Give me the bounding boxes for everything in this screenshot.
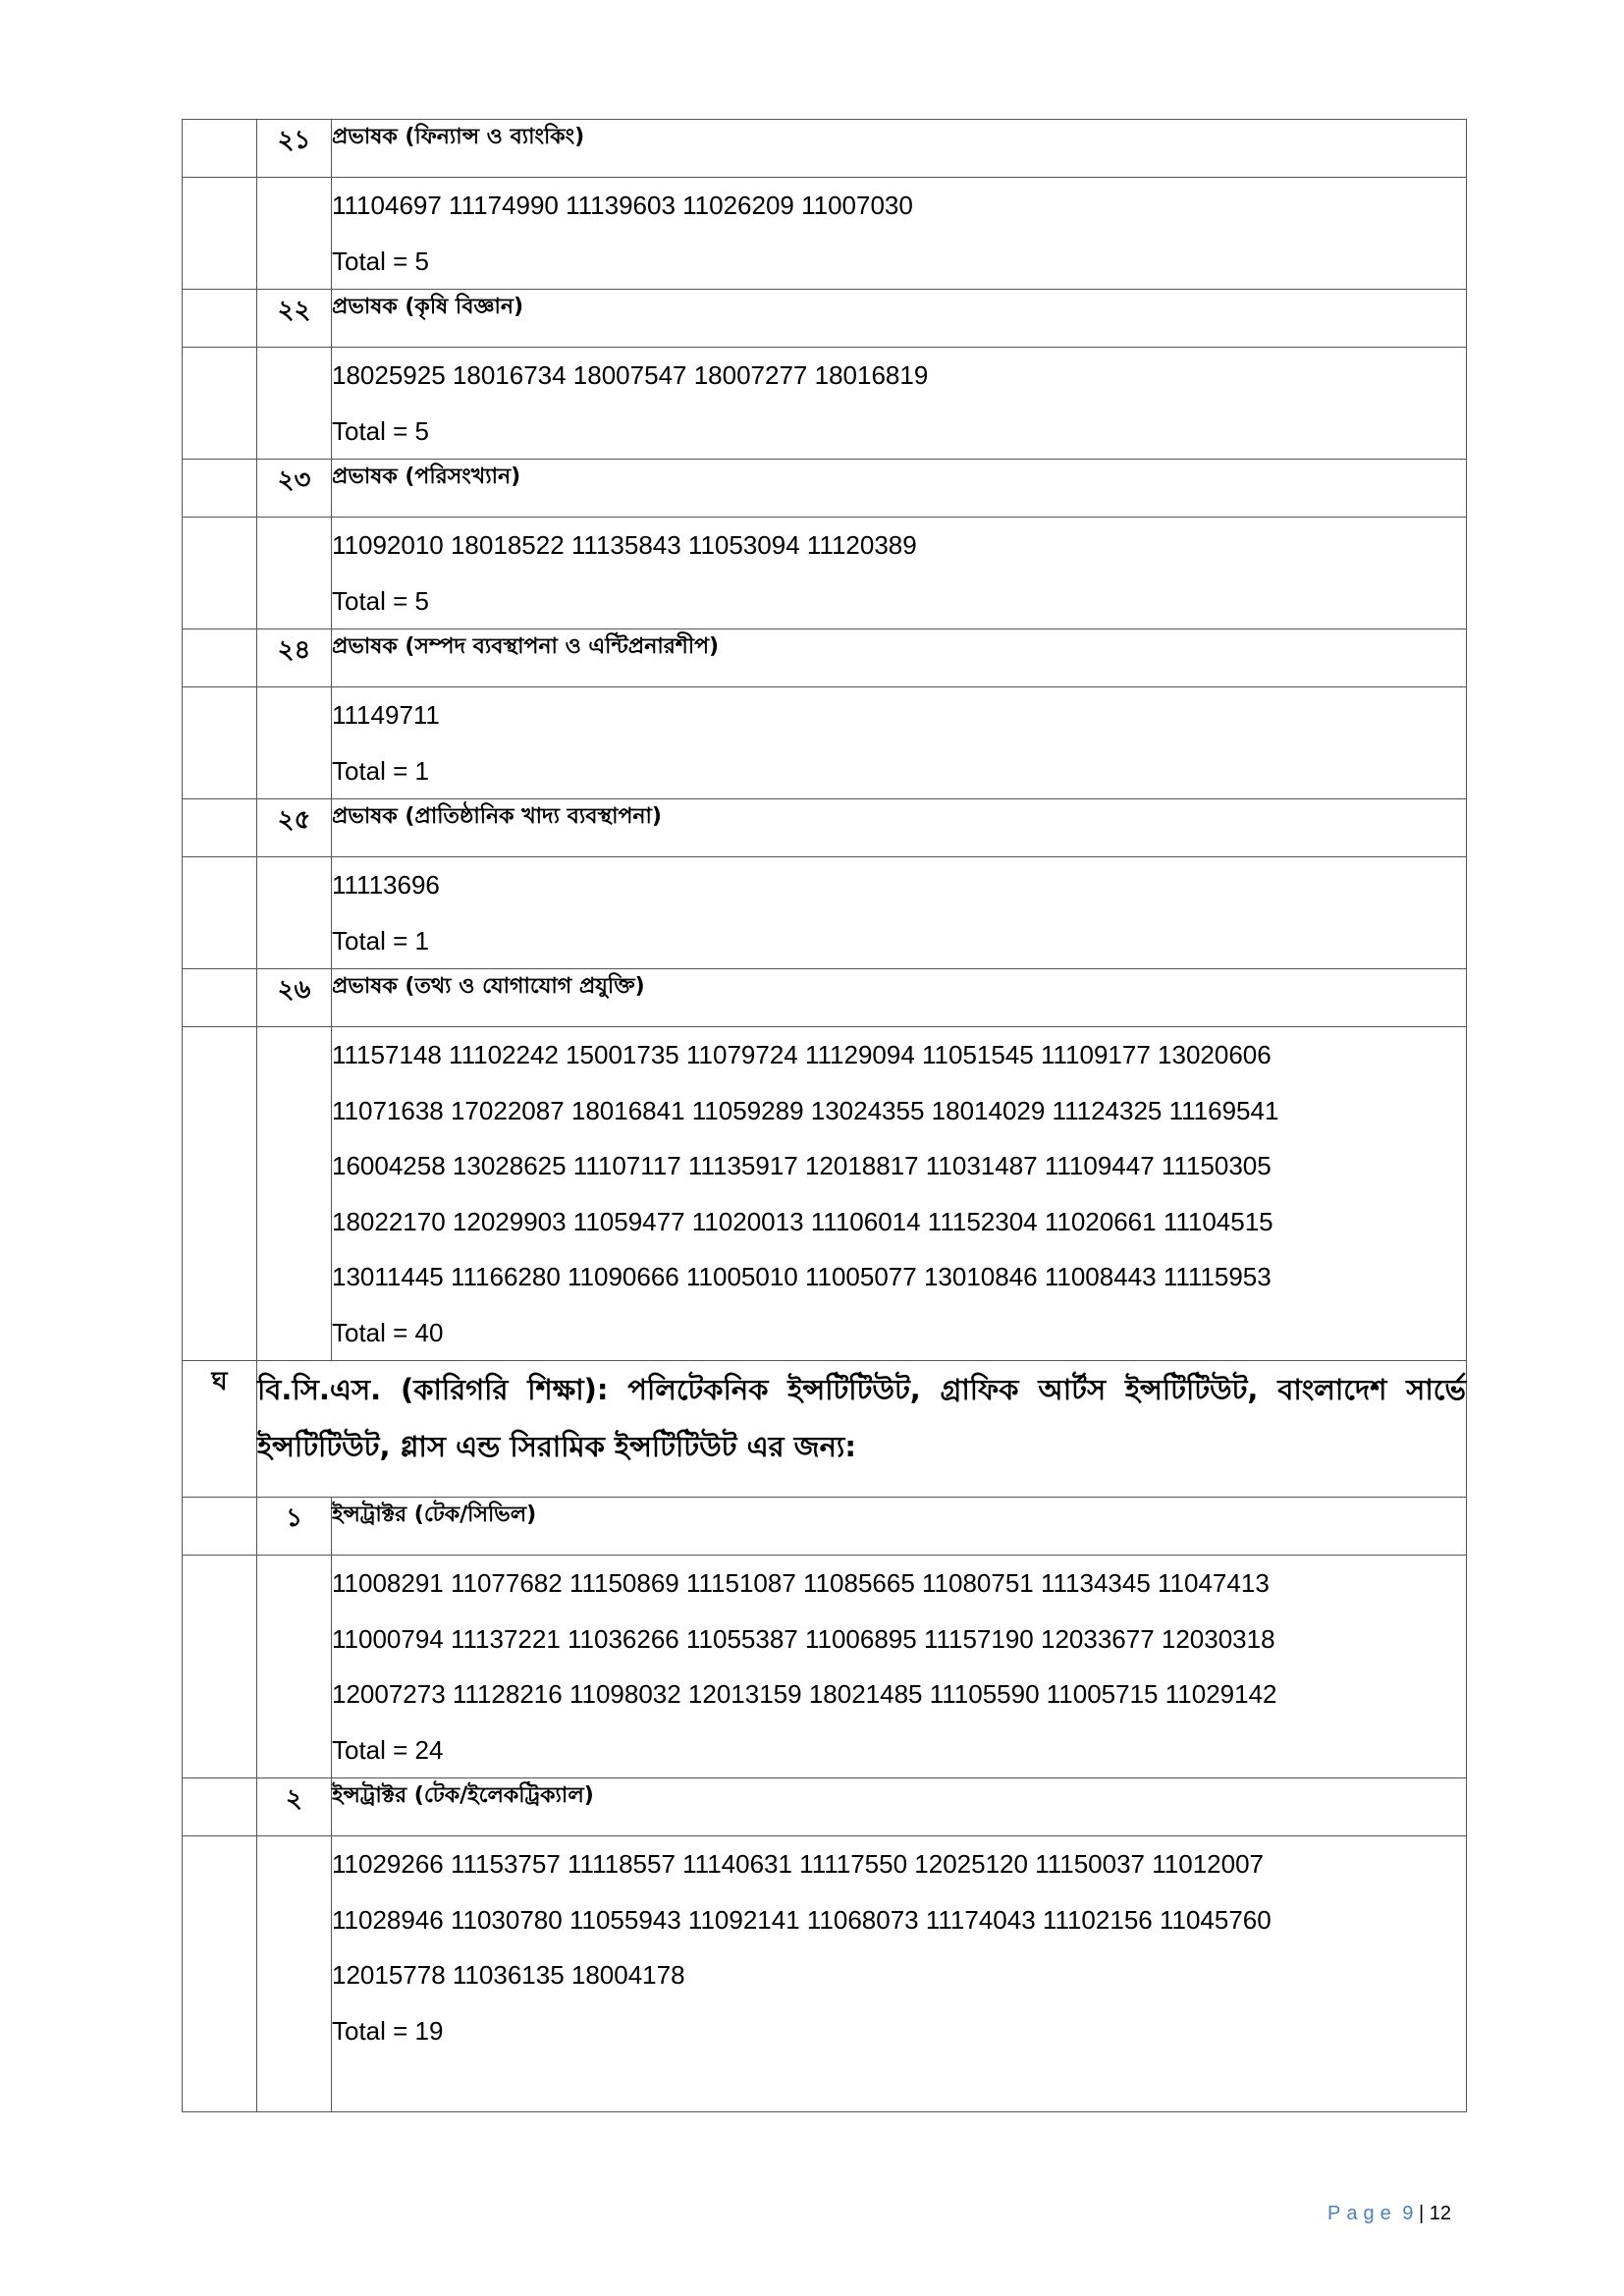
roll-list: [332, 1027, 1467, 1361]
roll-line: 11028946 11030780 11055943 11092141 11068073 11174043 11102156 11045760: [332, 1904, 1272, 1935]
post-title: ইন্সট্রাক্টর (টেক/ইলেকট্রিক্যাল): [332, 1778, 1467, 1836]
blank-cell: [257, 518, 332, 629]
post-rolls-row: [183, 518, 1467, 629]
roll-line: 11071638 17022087 18016841 11059289 13024355 18014029 11124325 11169541: [332, 1095, 1279, 1125]
roll-line: 11104697 11174990 11139603 11026209 11007030: [332, 191, 913, 220]
post-rolls-row: [183, 857, 1467, 969]
section-mark: ঘ: [183, 1361, 257, 1498]
post-header-row: [183, 629, 1467, 687]
post-header-row: [183, 120, 1467, 178]
post-title: প্রভাষক (তথ্য ও যোগাযোগ প্রযুক্তি): [332, 969, 1467, 1027]
blank-cell: [183, 857, 257, 969]
roll-line: 12007273 11128216 11098032 12013159 18021485 11105590 11005715 11029142: [332, 1679, 1277, 1709]
roll-line: 11008291 11077682 11150869 11151087 11085665 11080751 11134345 11047413: [332, 1568, 1270, 1598]
page-number: 9: [1402, 2203, 1414, 2224]
total-count: Total = 5: [332, 415, 430, 446]
post-header-row: [183, 290, 1467, 348]
post-serial: ২২: [257, 290, 332, 348]
blank-cell: [183, 290, 257, 348]
blank-cell: [183, 799, 257, 857]
post-title: প্রভাষক (কৃষি বিজ্ঞান): [332, 290, 1467, 348]
post-serial: ২১: [257, 120, 332, 178]
blank-cell: [183, 518, 257, 629]
section-title: বি.সি.এস. (কারিগরি শিক্ষা): পলিটেকনিক ইন্সটিটিউট, গ্রাফিক আর্টস ইন্সটিটিউট, বাংলাদেশ সার্ভে ইন্সটিটিউট, গ্লাস এন্ড সিরামিক ইন্সটিটিউট এর জন্য:: [257, 1361, 1467, 1498]
blank-cell: [257, 687, 332, 799]
roll-line: 11149711: [332, 700, 440, 730]
page-separator: |: [1418, 2203, 1425, 2224]
blank-cell: [183, 629, 257, 687]
blank-cell: [183, 1498, 257, 1556]
roll-list: [332, 857, 1467, 969]
post-rolls-row: [183, 1836, 1467, 2112]
blank-cell: [183, 1836, 257, 2112]
page-total: 12: [1429, 2203, 1451, 2224]
post-title: ইন্সট্রাক্টর (টেক/সিভিল): [332, 1498, 1467, 1556]
post-rolls-row: [183, 687, 1467, 799]
blank-cell: [183, 1027, 257, 1361]
blank-cell: [257, 857, 332, 969]
post-title: প্রভাষক (ফিন্যান্স ও ব্যাংকিং): [332, 120, 1467, 178]
post-title: প্রভাষক (প্রাতিষ্ঠানিক খাদ্য ব্যবস্থাপনা): [332, 799, 1467, 857]
total-count: Total = 1: [332, 925, 430, 956]
total-count: Total = 19: [332, 2015, 444, 2046]
post-header-row: [183, 799, 1467, 857]
roll-list: [332, 1556, 1467, 1778]
blank-cell: [183, 1778, 257, 1836]
post-rolls-row: [183, 1027, 1467, 1361]
post-header-row: [183, 969, 1467, 1027]
results-table: [182, 119, 1467, 2112]
roll-list: [332, 1836, 1467, 2112]
roll-line: 18022170 12029903 11059477 11020013 11106014 11152304 11020661 11104515: [332, 1206, 1273, 1236]
post-serial: ২৪: [257, 629, 332, 687]
blank-cell: [257, 348, 332, 460]
total-count: Total = 24: [332, 1734, 444, 1765]
roll-line: 11113696: [332, 870, 440, 900]
roll-line: 11000794 11137221 11036266 11055387 11006895 11157190 12033677 12030318: [332, 1623, 1275, 1654]
section-header-row: [183, 1361, 1467, 1498]
total-count: Total = 1: [332, 755, 430, 786]
roll-list: [332, 348, 1467, 460]
roll-line: 13011445 11166280 11090666 11005010 11005077 13010846 11008443 11115953: [332, 1262, 1272, 1291]
roll-list: [332, 178, 1467, 290]
post-rolls-row: [183, 178, 1467, 290]
post-rolls-row: [183, 348, 1467, 460]
blank-cell: [257, 1556, 332, 1778]
roll-line: 11029266 11153757 11118557 11140631 11117550 12025120 11150037 11012007: [332, 1849, 1264, 1879]
post-header-row: [183, 460, 1467, 518]
post-title: প্রভাষক (সম্পদ ব্যবস্থাপনা ও এন্টিপ্রনারশীপ): [332, 629, 1467, 687]
blank-cell: [183, 178, 257, 290]
post-serial: ২৩: [257, 460, 332, 518]
roll-list: [332, 518, 1467, 629]
blank-cell: [257, 178, 332, 290]
roll-line: 11157148 11102242 15001735 11079724 11129094 11051545 11109177 13020606: [332, 1040, 1272, 1069]
post-title: প্রভাষক (পরিসংখ্যান): [332, 460, 1467, 518]
post-serial: ১: [257, 1498, 332, 1556]
roll-line: 16004258 13028625 11107117 11135917 12018817 11031487 11109447 11150305: [332, 1151, 1272, 1180]
roll-line: 11092010 18018522 11135843 11053094 11120389: [332, 530, 917, 560]
post-header-row: [183, 1778, 1467, 1836]
blank-cell: [183, 460, 257, 518]
blank-cell: [183, 120, 257, 178]
page-footer: [1327, 2203, 1451, 2225]
total-count: Total = 40: [332, 1317, 444, 1347]
roll-line: 18025925 18016734 18007547 18007277 18016819: [332, 360, 929, 390]
blank-cell: [183, 687, 257, 799]
blank-cell: [183, 1556, 257, 1778]
post-serial: ২: [257, 1778, 332, 1836]
total-count: Total = 5: [332, 585, 430, 616]
blank-cell: [257, 1836, 332, 2112]
blank-cell: [183, 348, 257, 460]
post-rolls-row: [183, 1556, 1467, 1778]
page-word: Page: [1327, 2203, 1397, 2224]
total-count: Total = 5: [332, 246, 430, 276]
roll-list: [332, 687, 1467, 799]
blank-cell: [257, 1027, 332, 1361]
roll-line: 12015778 11036135 18004178: [332, 1960, 685, 1990]
post-header-row: [183, 1498, 1467, 1556]
post-serial: ২৬: [257, 969, 332, 1027]
blank-cell: [183, 969, 257, 1027]
results-table-body: [183, 120, 1467, 2112]
post-serial: ২৫: [257, 799, 332, 857]
